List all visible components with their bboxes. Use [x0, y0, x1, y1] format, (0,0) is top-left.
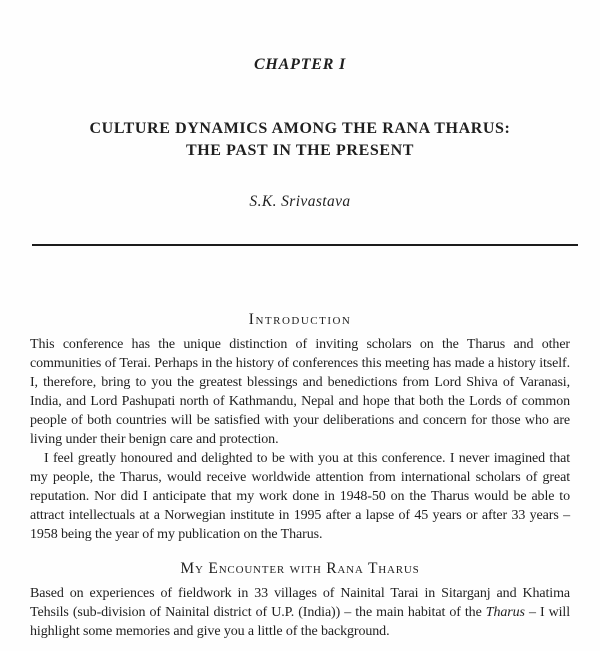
introduction-paragraph-2 [30, 449, 570, 544]
section-heading-encounter: My Encounter with Rana Tharus [180, 560, 420, 577]
text-run: This conference has the unique distinction of inviting scholars on the Tharus and other communities of Terai. Perhaps in the history of conferences this meeting has made a history itself. I, therefore, bring to you the greatest blessings and benedictions from Lord Shiva of Varanasi, India, and Lord Pashupati north of Kathmandu, Nepal and hope that both the Lords of common people of both countries will be satisfied with your deliberations and concern for those who are living under their benign care and protection. [30, 337, 570, 447]
text-run: Based on experiences of fieldwork in 33 villages of Nainital Tarai in Sitarganj and Khatima Tehsils (sub-division of Nainital district of U.P. (India)) – the main habitat of the [30, 586, 570, 620]
text-run: – I will highlight some memories and give you a little of the background. [30, 605, 570, 639]
encounter-paragraph-1 [30, 584, 570, 641]
author-name: S.K. Srivastava [249, 193, 351, 210]
page-title [30, 118, 570, 162]
section-heading-introduction: Introduction [248, 311, 352, 328]
page-title-line-1: CULTURE DYNAMICS AMONG THE RANA THARUS: [89, 120, 511, 137]
page-title-line-2: THE PAST IN THE PRESENT [185, 142, 415, 159]
horizontal-rule [32, 244, 578, 246]
chapter-heading: CHAPTER I [253, 56, 347, 73]
text-run: I feel greatly honoured and delighted to be with you at this conference. I never imagined that my people, the Tharus, would receive worldwide attention from international scholars of great reputation. Nor did I anticipate that my work done in 1948-50 on the Tharus would be able to attract intellectuals at a Norwegian institute in 1995 after a lapse of 45 years or after 33 years – 1958 being the year of my publication on the Tharus. [30, 451, 570, 542]
introduction-paragraph-1 [30, 335, 570, 449]
italic-text-run: Tharus [485, 605, 525, 620]
